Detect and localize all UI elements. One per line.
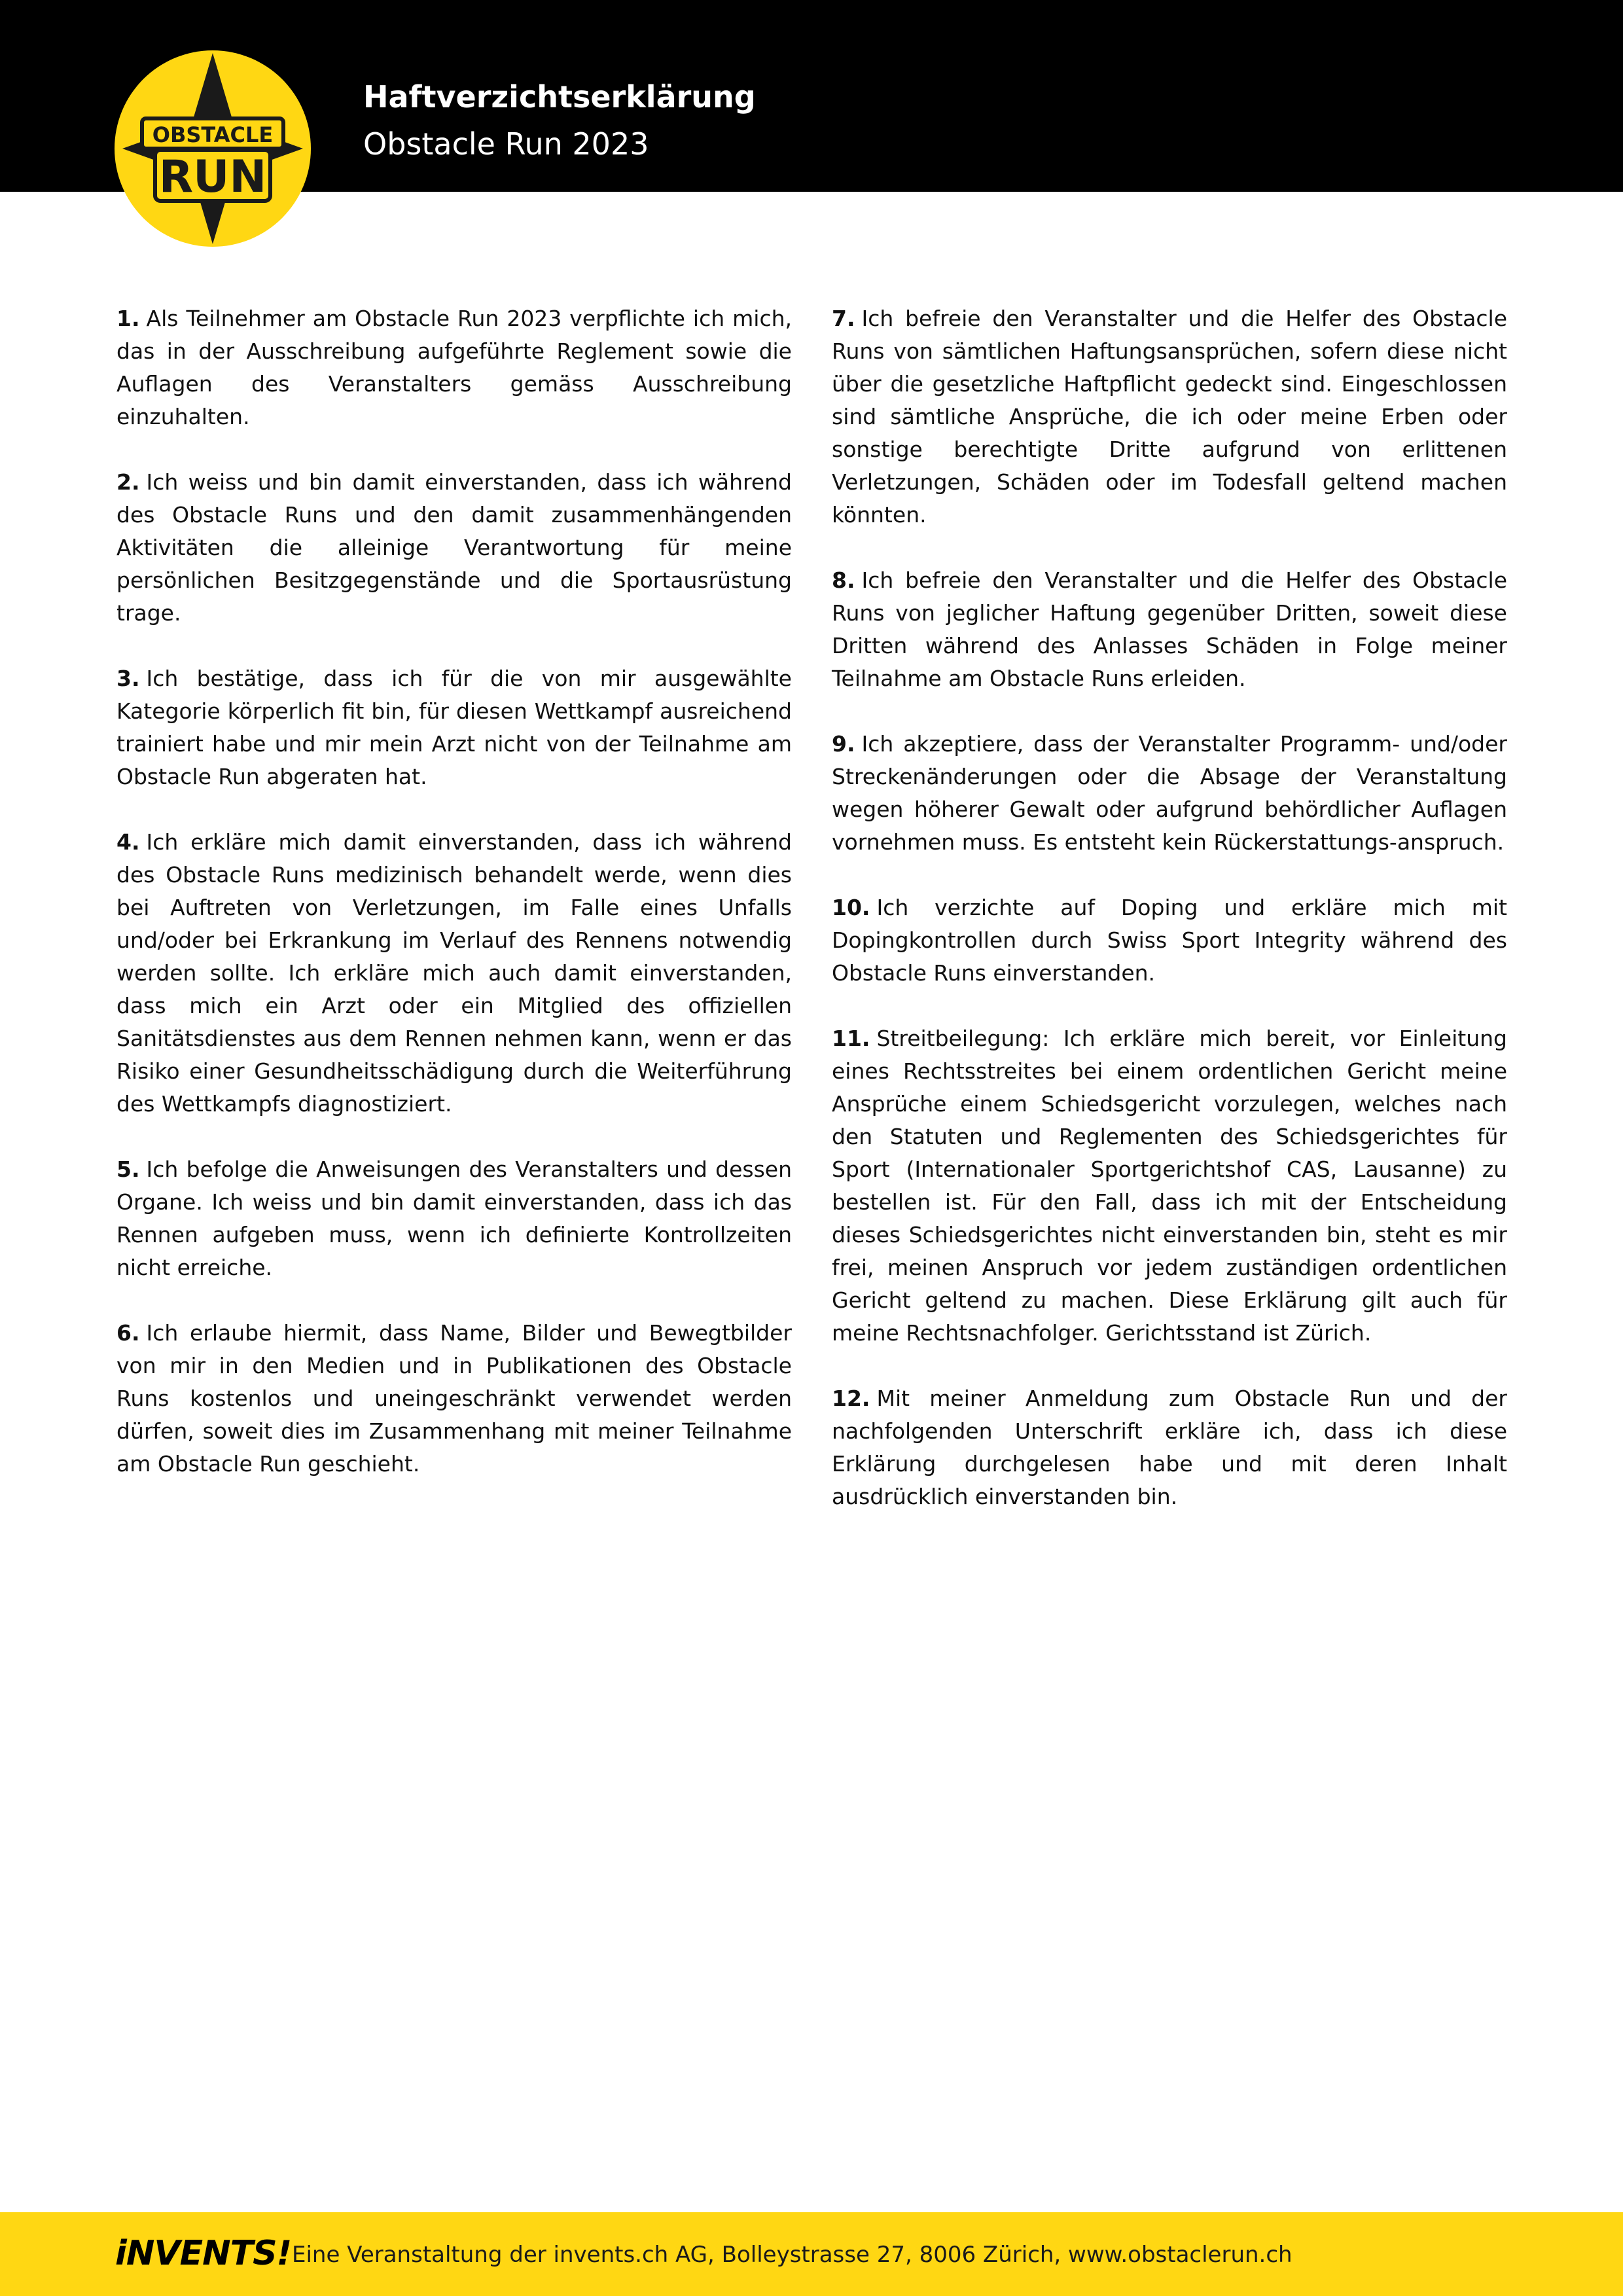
clause-text: Mit meiner Anmeldung zum Obstacle Run und der nachfolgenden Unterschrift erkläre ich, dass ich diese Erklärung durchgelesen habe und mit deren Inhalt ausdrücklich einverstanden bin. bbox=[832, 1386, 1507, 1509]
clause-number: 10. bbox=[832, 895, 870, 920]
clause-5 bbox=[116, 1153, 792, 1284]
clause-11 bbox=[832, 1022, 1507, 1350]
clause-1 bbox=[116, 302, 792, 433]
clause-4 bbox=[116, 826, 792, 1121]
clause-text: Ich befreie den Veranstalter und die Helfer des Obstacle Runs von sämtlichen Haftungsansprüchen, sofern diese nicht über die gesetzliche Haftpflicht gedeckt sind. Eingeschlossen sind sämtliche Ansprüche, die ich oder meine Erben oder sonstige berechtigte Dritte aufgrund von erlittenen Verletzungen, Schäden oder im Todesfall geltend machen könnten. bbox=[832, 306, 1507, 528]
clause-7 bbox=[832, 302, 1507, 531]
clause-9 bbox=[832, 728, 1507, 859]
clause-text: Ich befreie den Veranstalter und die Helfer des Obstacle Runs von jeglicher Haftung gegenüber Dritten, soweit diese Dritten während des Anlasses Schäden in Folge meiner Teilnahme am Obstacle Runs erleiden. bbox=[832, 567, 1507, 691]
logo-text-top: OBSTACLE bbox=[152, 122, 274, 147]
clause-text: Ich akzeptiere, dass der Veranstalter Programm- und/oder Streckenänderungen oder die Absage der Veranstaltung wegen höherer Gewalt oder aufgrund behördlicher Auflagen vornehmen muss. Es entsteht kein Rückerstattungs-anspruch. bbox=[832, 731, 1507, 855]
clause-number: 1. bbox=[116, 306, 140, 331]
clause-number: 6. bbox=[116, 1320, 140, 1346]
clause-number: 7. bbox=[832, 306, 855, 331]
clause-number: 12. bbox=[832, 1386, 870, 1411]
clause-number: 3. bbox=[116, 666, 140, 691]
clause-number: 9. bbox=[832, 731, 855, 757]
footer-imprint: Eine Veranstaltung der invents.ch AG, Bolleystrasse 27, 8006 Zürich, www.obstaclerun.ch bbox=[292, 2242, 1293, 2268]
clause-number: 11. bbox=[832, 1026, 870, 1051]
clause-8 bbox=[832, 564, 1507, 695]
clause-2 bbox=[116, 466, 792, 630]
obstacle-run-logo bbox=[115, 50, 311, 247]
clause-number: 8. bbox=[832, 567, 855, 593]
clause-text: Ich erlaube hiermit, dass Name, Bilder und Bewegtbilder von mir in den Medien und in Publikationen des Obstacle Runs kostenlos und uneingeschränkt verwendet werden dürfen, soweit dies im Zusammenhang mit meiner Teilnahme am Obstacle Run geschieht. bbox=[116, 1320, 792, 1477]
clause-10 bbox=[832, 891, 1507, 990]
clause-text: Ich verzichte auf Doping und erkläre mich mit Dopingkontrollen durch Swiss Sport Integrity während des Obstacle Runs einverstanden. bbox=[832, 895, 1507, 986]
clause-number: 2. bbox=[116, 469, 140, 495]
clause-text: Ich weiss und bin damit einverstanden, dass ich während des Obstacle Runs und den damit zusammenhängenden Aktivitäten die alleinige Verantwortung für meine persönlichen Besitzgegenstände und die Sportausrüstung trage. bbox=[116, 469, 792, 626]
clause-3 bbox=[116, 662, 792, 793]
clause-number: 5. bbox=[116, 1157, 140, 1182]
clause-12 bbox=[832, 1382, 1507, 1513]
invents-logo: iNVENTS! bbox=[115, 2234, 292, 2273]
clause-number: 4. bbox=[116, 829, 140, 855]
document-subtitle: Obstacle Run 2023 bbox=[363, 126, 649, 162]
clause-text: Ich befolge die Anweisungen des Veranstalters und dessen Organe. Ich weiss und bin damit einverstanden, dass ich das Rennen aufgeben muss, wenn ich definierte Kontrollzeiten nicht erreiche. bbox=[116, 1157, 792, 1280]
clause-text: Als Teilnehmer am Obstacle Run 2023 verpflichte ich mich, das in der Ausschreibung aufgeführte Reglement sowie die Auflagen des Veranstalters gemäss Ausschreibung einzuhalten. bbox=[116, 306, 792, 429]
clauses-column-right bbox=[832, 302, 1507, 1546]
clauses-column-left bbox=[116, 302, 792, 1513]
clause-6 bbox=[116, 1317, 792, 1480]
document-title: Haftverzichtserklärung bbox=[363, 79, 756, 115]
clause-text: Ich erkläre mich damit einverstanden, dass ich während des Obstacle Runs medizinisch behandelt werde, wenn dies bei Auftreten von Verletzungen, im Falle eines Unfalls und/oder bei Erkrankung im Verlauf des Rennens notwendig werden sollte. Ich erkläre mich auch damit einverstanden, dass mich ein Arzt oder ein Mitglied des offiziellen Sanitätsdienstes aus dem Rennen nehmen kann, wenn er das Risiko einer Gesundheitsschädigung durch die Weiterführung des Wettkampfs diagnostiziert. bbox=[116, 829, 792, 1117]
logo-text-bottom: RUN bbox=[158, 151, 267, 203]
clause-text: Ich bestätige, dass ich für die von mir ausgewählte Kategorie körperlich fit bin, für diesen Wettkampf ausreichend trainiert habe und mir mein Arzt nicht von der Teilnahme am Obstacle Run abgeraten hat. bbox=[116, 666, 792, 789]
clause-text: Streitbeilegung: Ich erkläre mich bereit, vor Einleitung eines Rechtsstreites bei einem ordentlichen Gericht meine Ansprüche einem Schiedsgericht vorzulegen, welches nach den Statuten und Reglementen des Schiedsgerichtes für Sport (Internationaler Sportgerichtshof CAS, Lausanne) zu bestellen ist. Für den Fall, dass ich mit der Entscheidung dieses Schiedsgerichtes nicht einverstanden bin, steht es mir frei, meinen Anspruch vor jedem zuständigen ordentlichen Gericht geltend zu machen. Diese Erklärung gilt auch für meine Rechtsnachfolger. Gerichtsstand ist Zürich. bbox=[832, 1026, 1507, 1346]
